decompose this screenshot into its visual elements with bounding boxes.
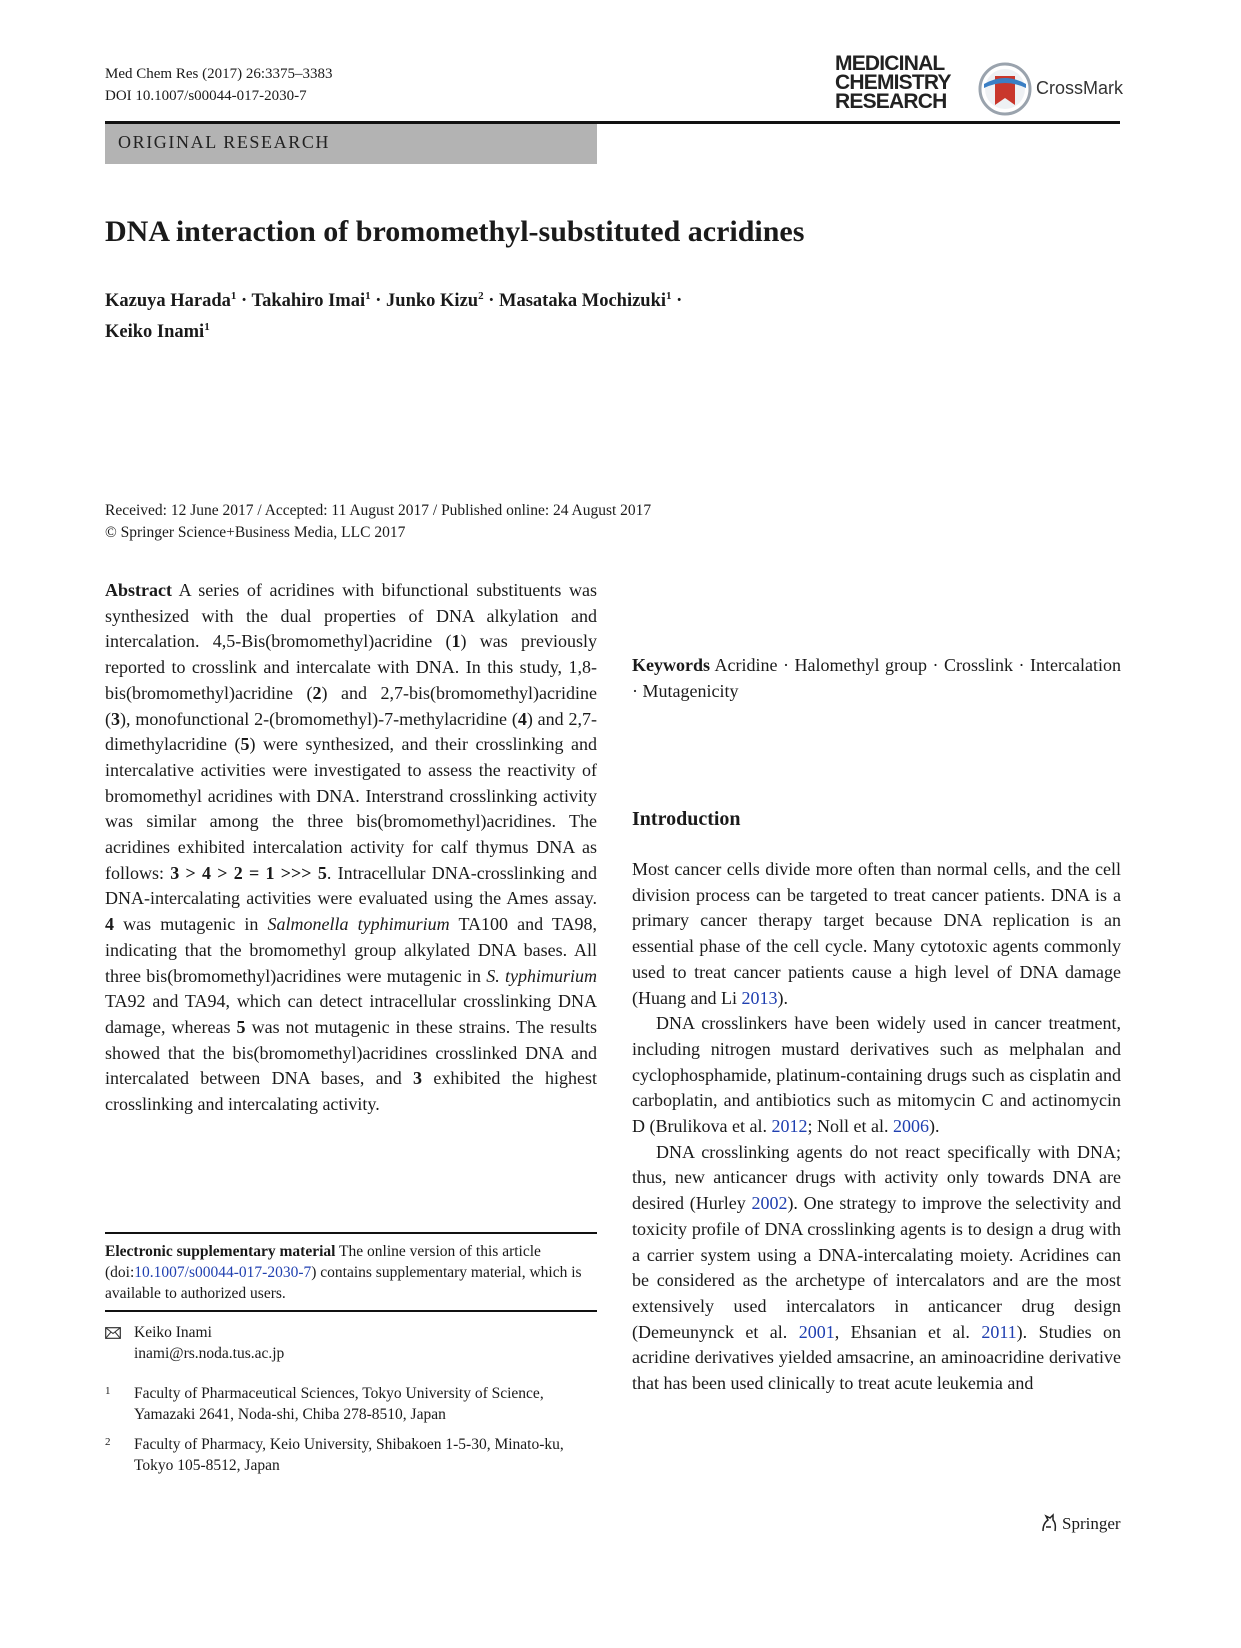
article-title: DNA interaction of bromomethyl-substituted acridines (105, 215, 805, 248)
author[interactable]: Keiko Inami$^1$ (105, 321, 210, 343)
citation-link[interactable]: 2002 (751, 1193, 788, 1214)
author[interactable]: Junko Kizu$^2$ (386, 290, 484, 312)
doi-line: DOI 10.1007/s00044-017-2030-7 (105, 88, 307, 104)
citation-link[interactable]: 2001 (798, 1321, 835, 1342)
supplementary-note: Electronic supplementary material The online version of this article (doi:10.1007/s00044-017-2030-7) contains supplementary material, which is available to authorized users. (105, 1243, 582, 1302)
doi-link[interactable]: 10.1007/s00044-017-2030-7 (134, 1264, 312, 1281)
section-band (105, 124, 597, 164)
envelope-icon (105, 1327, 121, 1339)
crossmark-icon[interactable] (978, 62, 1032, 116)
citation-link[interactable]: 2012 (771, 1116, 808, 1137)
author[interactable]: Kazuya Harada$^1$ (105, 290, 237, 312)
journal-reference: Med Chem Res (2017) 26:3375–3383 (105, 66, 333, 82)
publisher-footer (1040, 1513, 1121, 1534)
publisher-name: Springer (1062, 1514, 1121, 1533)
abstract-label: Abstract (105, 580, 172, 600)
journal-logo: MEDICINAL CHEMISTRY RESEARCH (835, 52, 951, 113)
corresponding-email[interactable]: inami@rs.noda.tus.ac.jp (134, 1345, 285, 1362)
citation-link[interactable]: 2013 (741, 987, 778, 1008)
author-list: Kazuya Harada$^1$ · Takahiro Imai$^1$ · Junko Kizu$^2$ · Masataka Mochizuki$^1$ · Keiko Inami$^1$ (105, 290, 683, 343)
dates-line: Received: 12 June 2017 / Accepted: 11 August 2017 / Published online: 24 August 2017 (105, 502, 652, 519)
springer-horse-icon (1040, 1513, 1058, 1533)
abstract: Abstract A series of acridines with bifunctional substituents was synthesized with the dual properties of DNA alkylation and intercalation. 4,5-Bis(bromomethyl)acridine (1) was previously reported to crosslink and intercalate with DNA. In this study, 1,8-bis(bromomethyl)acridine (2) and 2,7-bis(bromomethyl)acridine (3), monofunctional 2-(bromomethyl)-7-methylacridine (4) and 2,7-dimethylacridine (5) were synthesized, and their crosslinking and intercalative activities were investigated to assess the reactivity of bromomethyl acridines with DNA. Interstrand crosslinking activity was similar among the three bis(bromomethyl)acridines. The acridines exhibited intercalation activity for calf thymus DNA as follows: 3 > 4 > 2 = 1 >>> 5. Intracellular DNA-crosslinking and DNA-intercalating activities were evaluated using the Ames assay. 4 was mutagenic in Salmonella typhimurium TA100 and TA98, indicating that the bromomethyl group alkylated DNA bases. All three bis(bromomethyl)acridines were mutagenic in S. typhimurium TA92 and TA94, which can detect intracellular crosslinking DNA damage, whereas 5 was not mutagenic in these strains. The results showed that the bis(bromomethyl)acridines crosslinked DNA and intercalated between DNA bases, and 3 exhibited the highest crosslinking and intercalating activity. (105, 580, 598, 1115)
corresponding-name: Keiko Inami (134, 1324, 212, 1341)
author[interactable]: Takahiro Imai$^1$ (251, 290, 371, 312)
footnote-rule (105, 1310, 597, 1312)
keywords: Keywords Acridine · Halomethyl group · Crosslink · Intercalation · Mutagenicity (632, 655, 1121, 701)
paragraph: DNA crosslinkers have been widely used in cancer treatment, including nitrogen mustard derivatives such as melphalan and cyclophosphamide, platinum-containing drugs such as cisplatin and carboplatin, and antibiotics such as mitomycin C and actinomycin D (Brulikova et al. 2012; Noll et al. 2006). (632, 1013, 1121, 1137)
footnote-rule (105, 1232, 597, 1234)
author[interactable]: Masataka Mochizuki$^1$ (499, 290, 672, 312)
affiliation: 2 Faculty of Pharmacy, Keio University, Shibakoen 1-5-30, Minato-ku, Tokyo 105-8512, Japan (105, 1436, 564, 1474)
publication-dates (105, 500, 651, 544)
crossmark-label[interactable]: CrossMark (1036, 78, 1124, 98)
affiliation: 1 Faculty of Pharmaceutical Sciences, Tokyo University of Science, Yamazaki 2641, Noda-shi, Chiba 278-8510, Japan (105, 1385, 544, 1423)
section-label: ORIGINAL RESEARCH (118, 132, 331, 152)
introduction-body (632, 857, 1121, 1397)
copyright-line: © Springer Science+Business Media, LLC 2017 (105, 524, 406, 541)
paragraph: Most cancer cells divide more often than normal cells, and the cell division process can be targeted to treat cancer patients. DNA is a primary cancer therapy target because DNA replication is an essential phase of the cell cycle. Many cytotoxic agents commonly used to treat cancer patients cause a high level of DNA damage (Huang and Li 2013). (632, 859, 1121, 1008)
citation-link[interactable]: 2011 (981, 1321, 1017, 1342)
section-heading-introduction: Introduction (632, 808, 741, 830)
journal-header (105, 63, 332, 107)
citation-link[interactable]: 2006 (892, 1116, 929, 1137)
keywords-label: Keywords (632, 655, 710, 675)
paragraph: DNA crosslinking agents do not react specifically with DNA; thus, new anticancer drugs with activity only towards DNA are desired (Hurley 2002). One strategy to improve the selectivity and toxicity profile of DNA crosslinking agents is to design a drug with a carrier system using a DNA-intercalating moiety. Acridines can be considered as the archetype of intercalators and are the most extensively used intercalators in anticancer drug design (Demeunynck et al. 2001, Ehsanian et al. 2011). Studies on acridine derivatives yielded amsacrine, an aminoacridine derivative that has been used clinically to treat acute leukemia and (632, 1141, 1121, 1394)
corresponding-author (105, 1322, 597, 1364)
